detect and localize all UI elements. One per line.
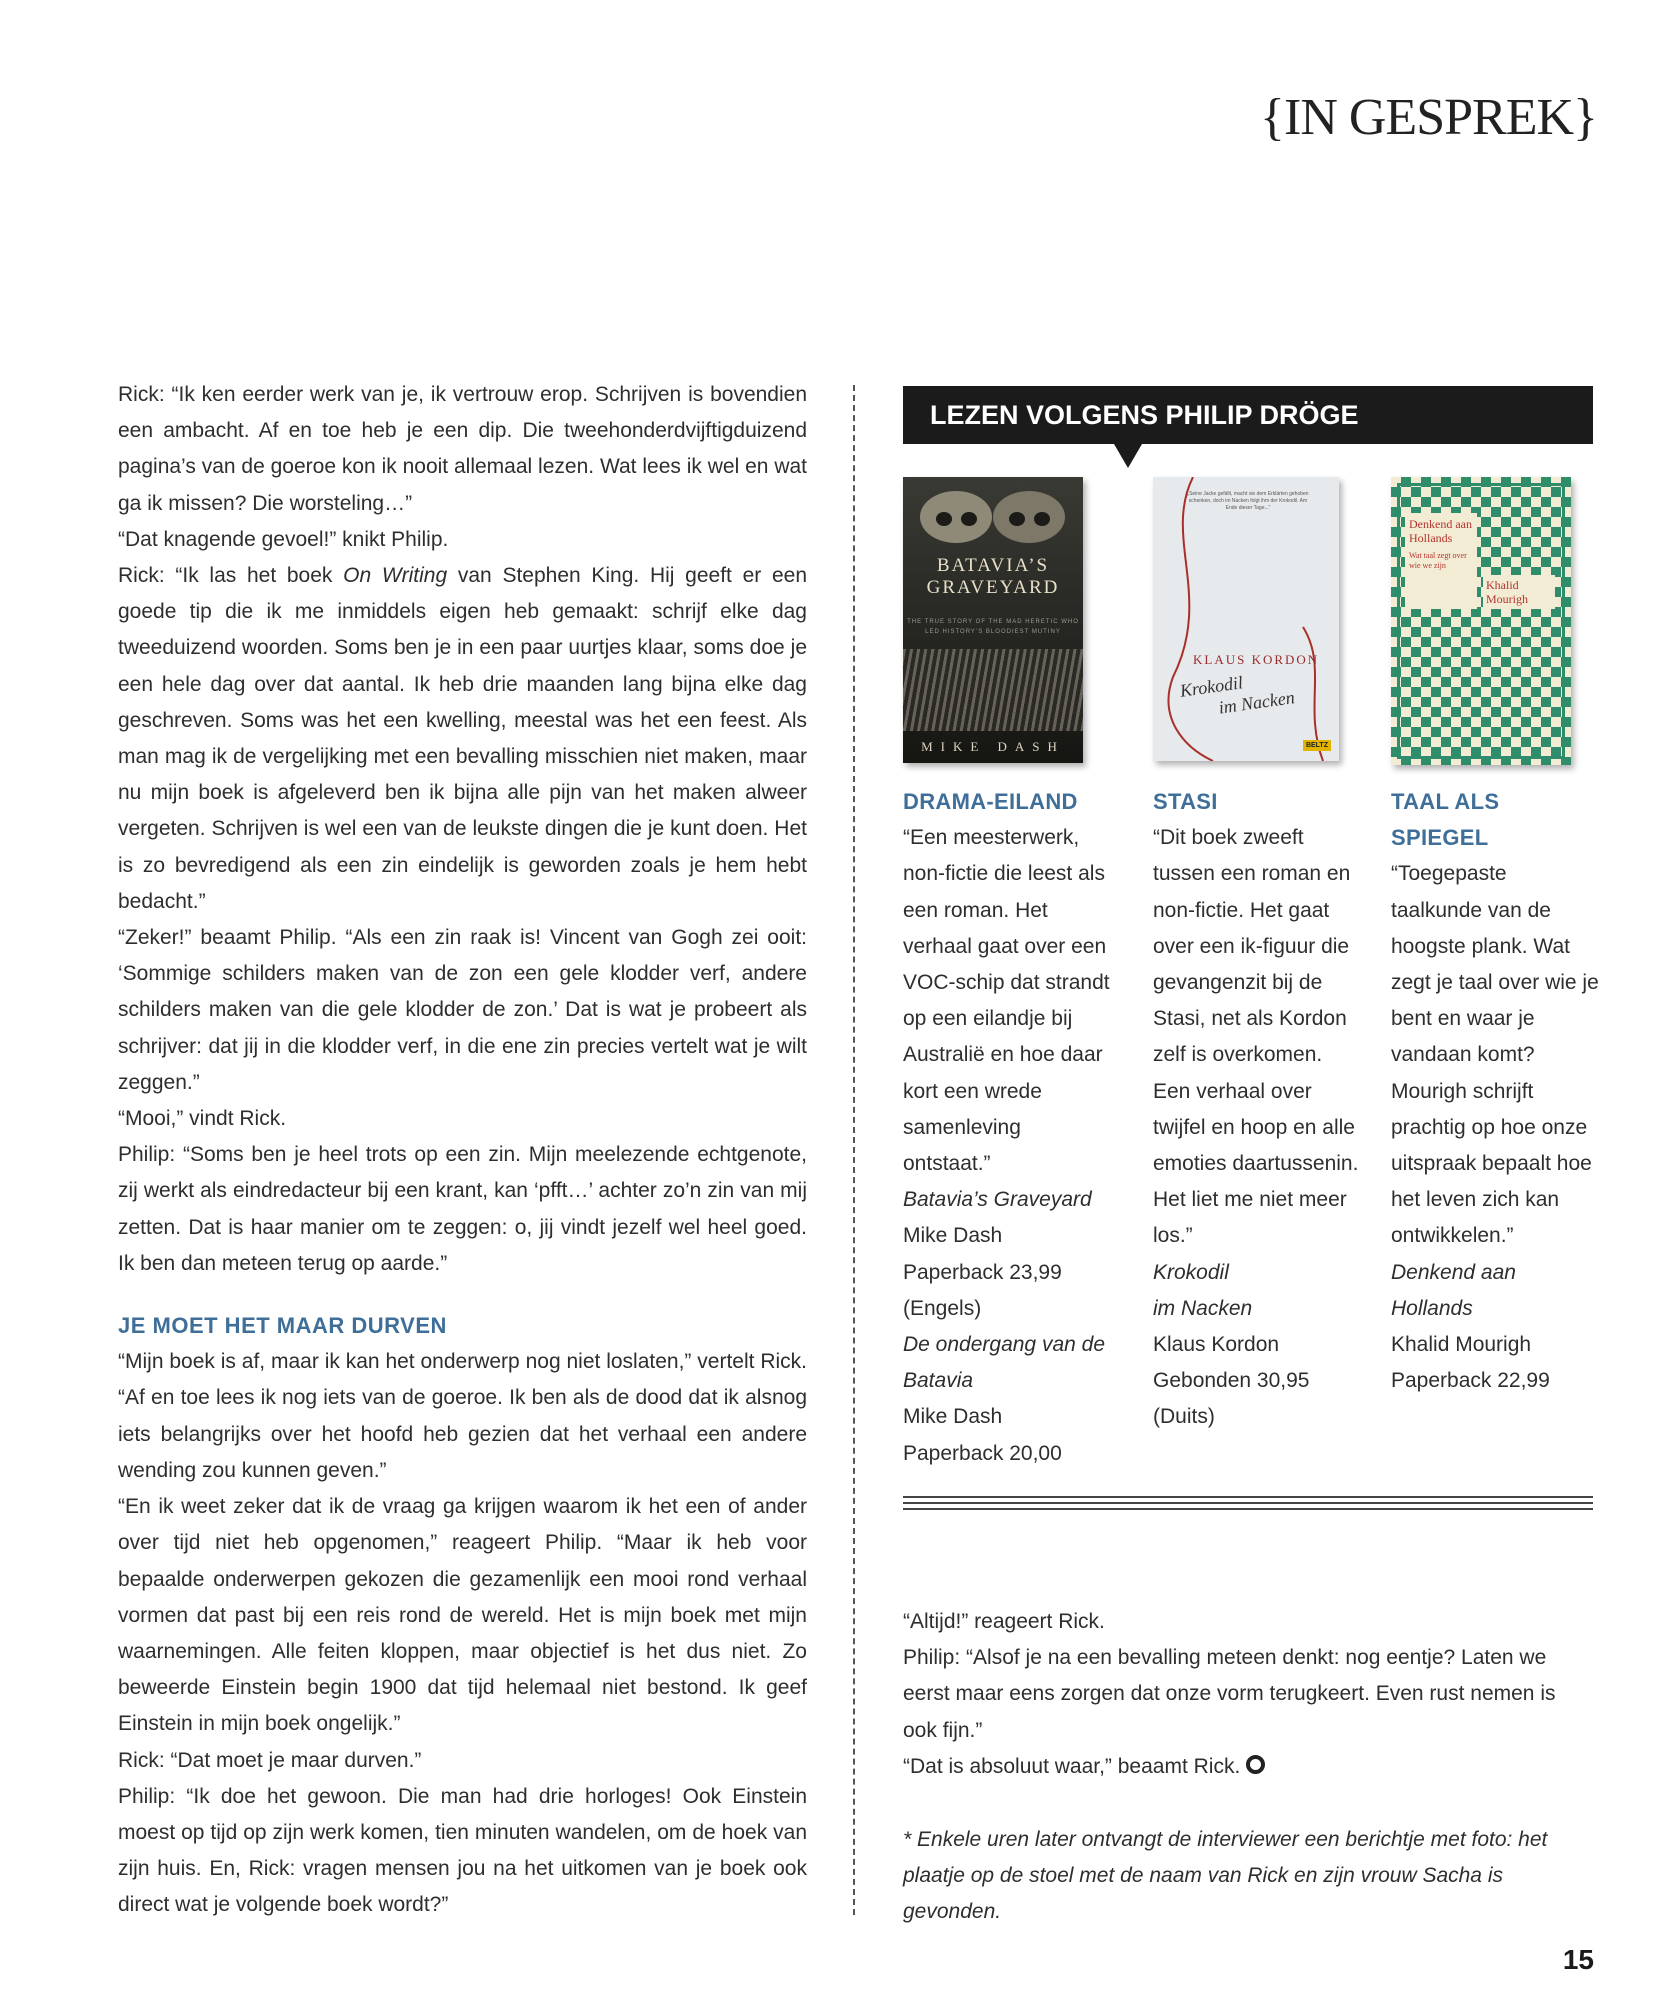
paragraph: Philip: “Alsof je na een bevalling meteen denkt: nog eentje? Laten we eerst maar eens zorgen dat onze vorm terugkeert. Even rust nemen is ook fijn.” xyxy=(903,1646,1556,1742)
cover-author: KLAUS KORDON xyxy=(1193,652,1320,667)
cover-tagline: Wat taal zegt over wie we zijn xyxy=(1409,551,1467,570)
red-line-illustration xyxy=(1153,477,1339,761)
text-run: Rick: “Ik las het boek xyxy=(118,564,344,588)
book-title: Hollands xyxy=(1391,1296,1473,1320)
book-author: Klaus Kordon xyxy=(1153,1333,1280,1357)
book-author: Mike Dash xyxy=(903,1224,1003,1248)
book-title: Batavia’s Graveyard xyxy=(903,1188,1092,1212)
cover-title-line: Denkend aan xyxy=(1409,517,1472,531)
cover-title-line: im Nacken xyxy=(1217,687,1296,718)
box-header-pointer xyxy=(1114,444,1142,468)
cover-title-line: GRAVEYARD xyxy=(926,577,1060,598)
paragraph: Philip: “Ik doe het gewoon. Die man had drie horloges! Ook Einstein moest op tijd op zijn werk komen, tien minuten wandelen, om de hoek van zijn huis. En, Rick: vragen mensen jou na het uitkomen van je boek ook direct wat je volgende boek wordt?” xyxy=(118,1784,807,1917)
paragraph: “En ik weet zeker dat ik de vraag ga krijgen waarom ik het een of ander over tijd niet heb opgenomen,” reageert Philip. “Maar ik heb voor bepaalde onderwerpen gekozen die gezamenlijk een mooi rond verhaal vormen dat past bij een reis rond de wereld. Het is mijn boek met mijn waarnemingen. Alle feiten kloppen, maar objectief is het dus niet. Zo beweerde Einstein begin 1900 dat tijd helemaal niet bestond. Ik geef Einstein in mijn boek ongelijk.” xyxy=(118,1495,807,1736)
cover-title-line: Hollands xyxy=(1409,531,1453,545)
paragraph: Philip: “Soms ben je heel trots op een zin. Mijn meelezende echtgenote, zij werkt als eindredacteur bij een krant, kan ‘pfft…’ achter zo’n zin van mij zetten. Dat is haar manier om te zeggen: o, jij vindt jezelf wel heel goed. Ik ben dan meteen terug op aarde.” xyxy=(118,1143,807,1275)
book-author: Khalid Mourigh xyxy=(1391,1333,1532,1357)
book-title: Krokodil xyxy=(1153,1260,1229,1284)
section-tag: {IN GESPREK} xyxy=(1260,89,1597,146)
book-language: (Duits) xyxy=(1153,1405,1215,1429)
recommendation-category: TAAL ALS SPIEGEL xyxy=(1391,789,1500,851)
cover-author-line: Khalid xyxy=(1486,578,1519,592)
recommendation-category: DRAMA-EILAND xyxy=(903,789,1078,814)
cover-author-line: Mourigh xyxy=(1486,592,1528,606)
box-header: LEZEN VOLGENS PHILIP DRÖGE xyxy=(903,386,1593,444)
book-cover-batavias-graveyard xyxy=(903,477,1083,763)
cover-title xyxy=(1405,513,1477,609)
book-price: Gebonden 30,95 xyxy=(1153,1369,1310,1393)
text-run: van Stephen King. Hij geeft er een goede tip die ik me inmiddels eigen heb gemaakt: schrijf elke dag tweeduizend woorden. Soms ben je in een paar uurtjes klaar, soms doe je een hele dag over dat aantal. Ik heb drie maanden lang bijna elke dag geschreven. Soms was het een kwelling, meestal was het een feest. Als man mag ik de vergelijking met een bevalling misschien niet maken, maar nu mijn boek is afgeleverd ben ik bijna alle pijn van het maken alweer vergeten. Schrijven is wel een van de leukste dingen die je kunt doen. Het is zo bevredigend als een zin eindelijk is geworden zoals je hem hebt bedacht.” xyxy=(118,564,807,913)
cover-title xyxy=(903,555,1083,599)
left-column xyxy=(118,377,807,1924)
paragraph-last xyxy=(903,1749,1593,1785)
publisher-logo: BELTZ xyxy=(1303,740,1331,751)
recommendation-drama-eiland xyxy=(903,784,1113,1472)
book-language: (Engels) xyxy=(903,1296,982,1320)
book-cover-krokodil-im-nacken xyxy=(1153,477,1339,761)
book-title: De ondergang van de Batavia xyxy=(903,1333,1105,1393)
book-cover-denkend-aan-hollands xyxy=(1391,477,1571,765)
book-title: Denkend aan xyxy=(1391,1260,1516,1284)
paragraph: “Mooi,” vindt Rick. xyxy=(118,1107,287,1131)
right-column-text xyxy=(903,1604,1593,1785)
recommendation-quote: “Dit boek zweeft tussen een roman en non-fictie. Het gaat over een ik-figuur die gevangenzit bij de Stasi, net als Kordon zelf is overkomen. Een verhaal over twijfel en hoop en alle emoties daartussenin. Het liet me niet meer los.” xyxy=(1153,826,1359,1248)
paragraph-on-writing xyxy=(118,558,807,920)
paragraph: Rick: “Ik ken eerder werk van je, ik vertrouw erop. Schrijven is bovendien een ambacht. Af en toe heb je een dip. Die tweehonderdvijftigduizend pagina’s van de goeroe kon ik nooit allemaal lezen. Wat lees ik wel en wat ga ik missen? Die worsteling…” xyxy=(118,383,807,515)
recommendation-stasi xyxy=(1153,784,1363,1436)
cover-title-line: BATAVIA’S xyxy=(936,555,1050,576)
skulls-illustration xyxy=(911,485,1075,545)
book-price: Paperback 20,00 xyxy=(903,1441,1062,1465)
paragraph: Rick: “Dat moet je maar durven.” xyxy=(118,1748,422,1772)
text-run: “Dat is absoluut waar,” beaamt Rick. xyxy=(903,1754,1241,1778)
cover-author xyxy=(1483,575,1555,609)
recommendation-quote: “Een meesterwerk, non-fictie die leest als een roman. Het verhaal gaat over een VOC-schip dat strandt op een eilandje bij Australië en hoe daar kort een wrede samenleving ontstaat.” xyxy=(903,826,1110,1176)
column-divider xyxy=(853,385,855,1915)
cover-subtitle: THE TRUE STORY OF THE MAD HERETIC WHO LED HISTORY’S BLOODIEST MUTINY xyxy=(907,619,1079,635)
recommendation-quote: “Toegepaste taalkunde van de hoogste plank. Wat zegt je taal over wie je bent en waar je vandaan komt? Mourigh schrijft prachtig op hoe onze uitspraak bepaalt hoe het leven zich kan ontwikkelen.” xyxy=(1391,862,1599,1248)
cover-scene xyxy=(903,649,1083,731)
subheading: JE MOET HET MAAR DURVEN xyxy=(118,1313,447,1339)
book-price: Paperback 22,99 xyxy=(1391,1369,1550,1393)
end-of-article-icon xyxy=(1246,1755,1265,1774)
page-number: 15 xyxy=(1562,1944,1594,1975)
footnote: * Enkele uren later ontvangt de interviewer een berichtje met foto: het plaatje op de stoel met de naam van Rick en zijn vrouw Sacha is gevonden. xyxy=(903,1828,1548,1924)
paragraph: “Zeker!” beaamt Philip. “Als een zin raak is! Vincent van Gogh zei ooit: ‘Sommige schilders maken van de zon een gele klodder verf, andere schilders maken van die gele klodder de zon.’ Dat is wat je probeert als schrijver: dat jij in die klodder verf, in die ene zin precies vertelt wat je wilt zeggen.” xyxy=(118,926,807,1094)
recommendation-taal-als-spiegel xyxy=(1391,784,1601,1399)
box-bottom-rule xyxy=(903,1496,1593,1510)
book-title: im Nacken xyxy=(1153,1296,1253,1320)
recommendation-category: STASI xyxy=(1153,789,1218,814)
cover-blurb: „Seine Jacke gefällt, macht sie dem Erklärten gehoben schenken, doch im Nacken folgt ihm der Krokodil. Am Ende dieser Tage...“ xyxy=(1187,491,1309,511)
paragraph: “Mijn boek is af, maar ik kan het onderwerp nog niet loslaten,” vertelt Rick. “Af en toe lees ik nog iets van de goeroe. Ik ben als de dood dat ik alsnog iets belangrijks over het hoofd heb gezien dat het verhaal een andere wending zou kunnen geven.” xyxy=(118,1350,807,1482)
book-author: Mike Dash xyxy=(903,1405,1003,1429)
book-title-on-writing: On Writing xyxy=(343,564,448,588)
book-price: Paperback 23,99 xyxy=(903,1260,1062,1284)
paragraph: “Altijd!” reageert Rick. xyxy=(903,1610,1105,1633)
cover-title-line: Krokodil xyxy=(1178,672,1245,701)
cover-author: MIKE DASH xyxy=(921,739,1065,754)
paragraph: “Dat knagende gevoel!” knikt Philip. xyxy=(118,527,449,551)
